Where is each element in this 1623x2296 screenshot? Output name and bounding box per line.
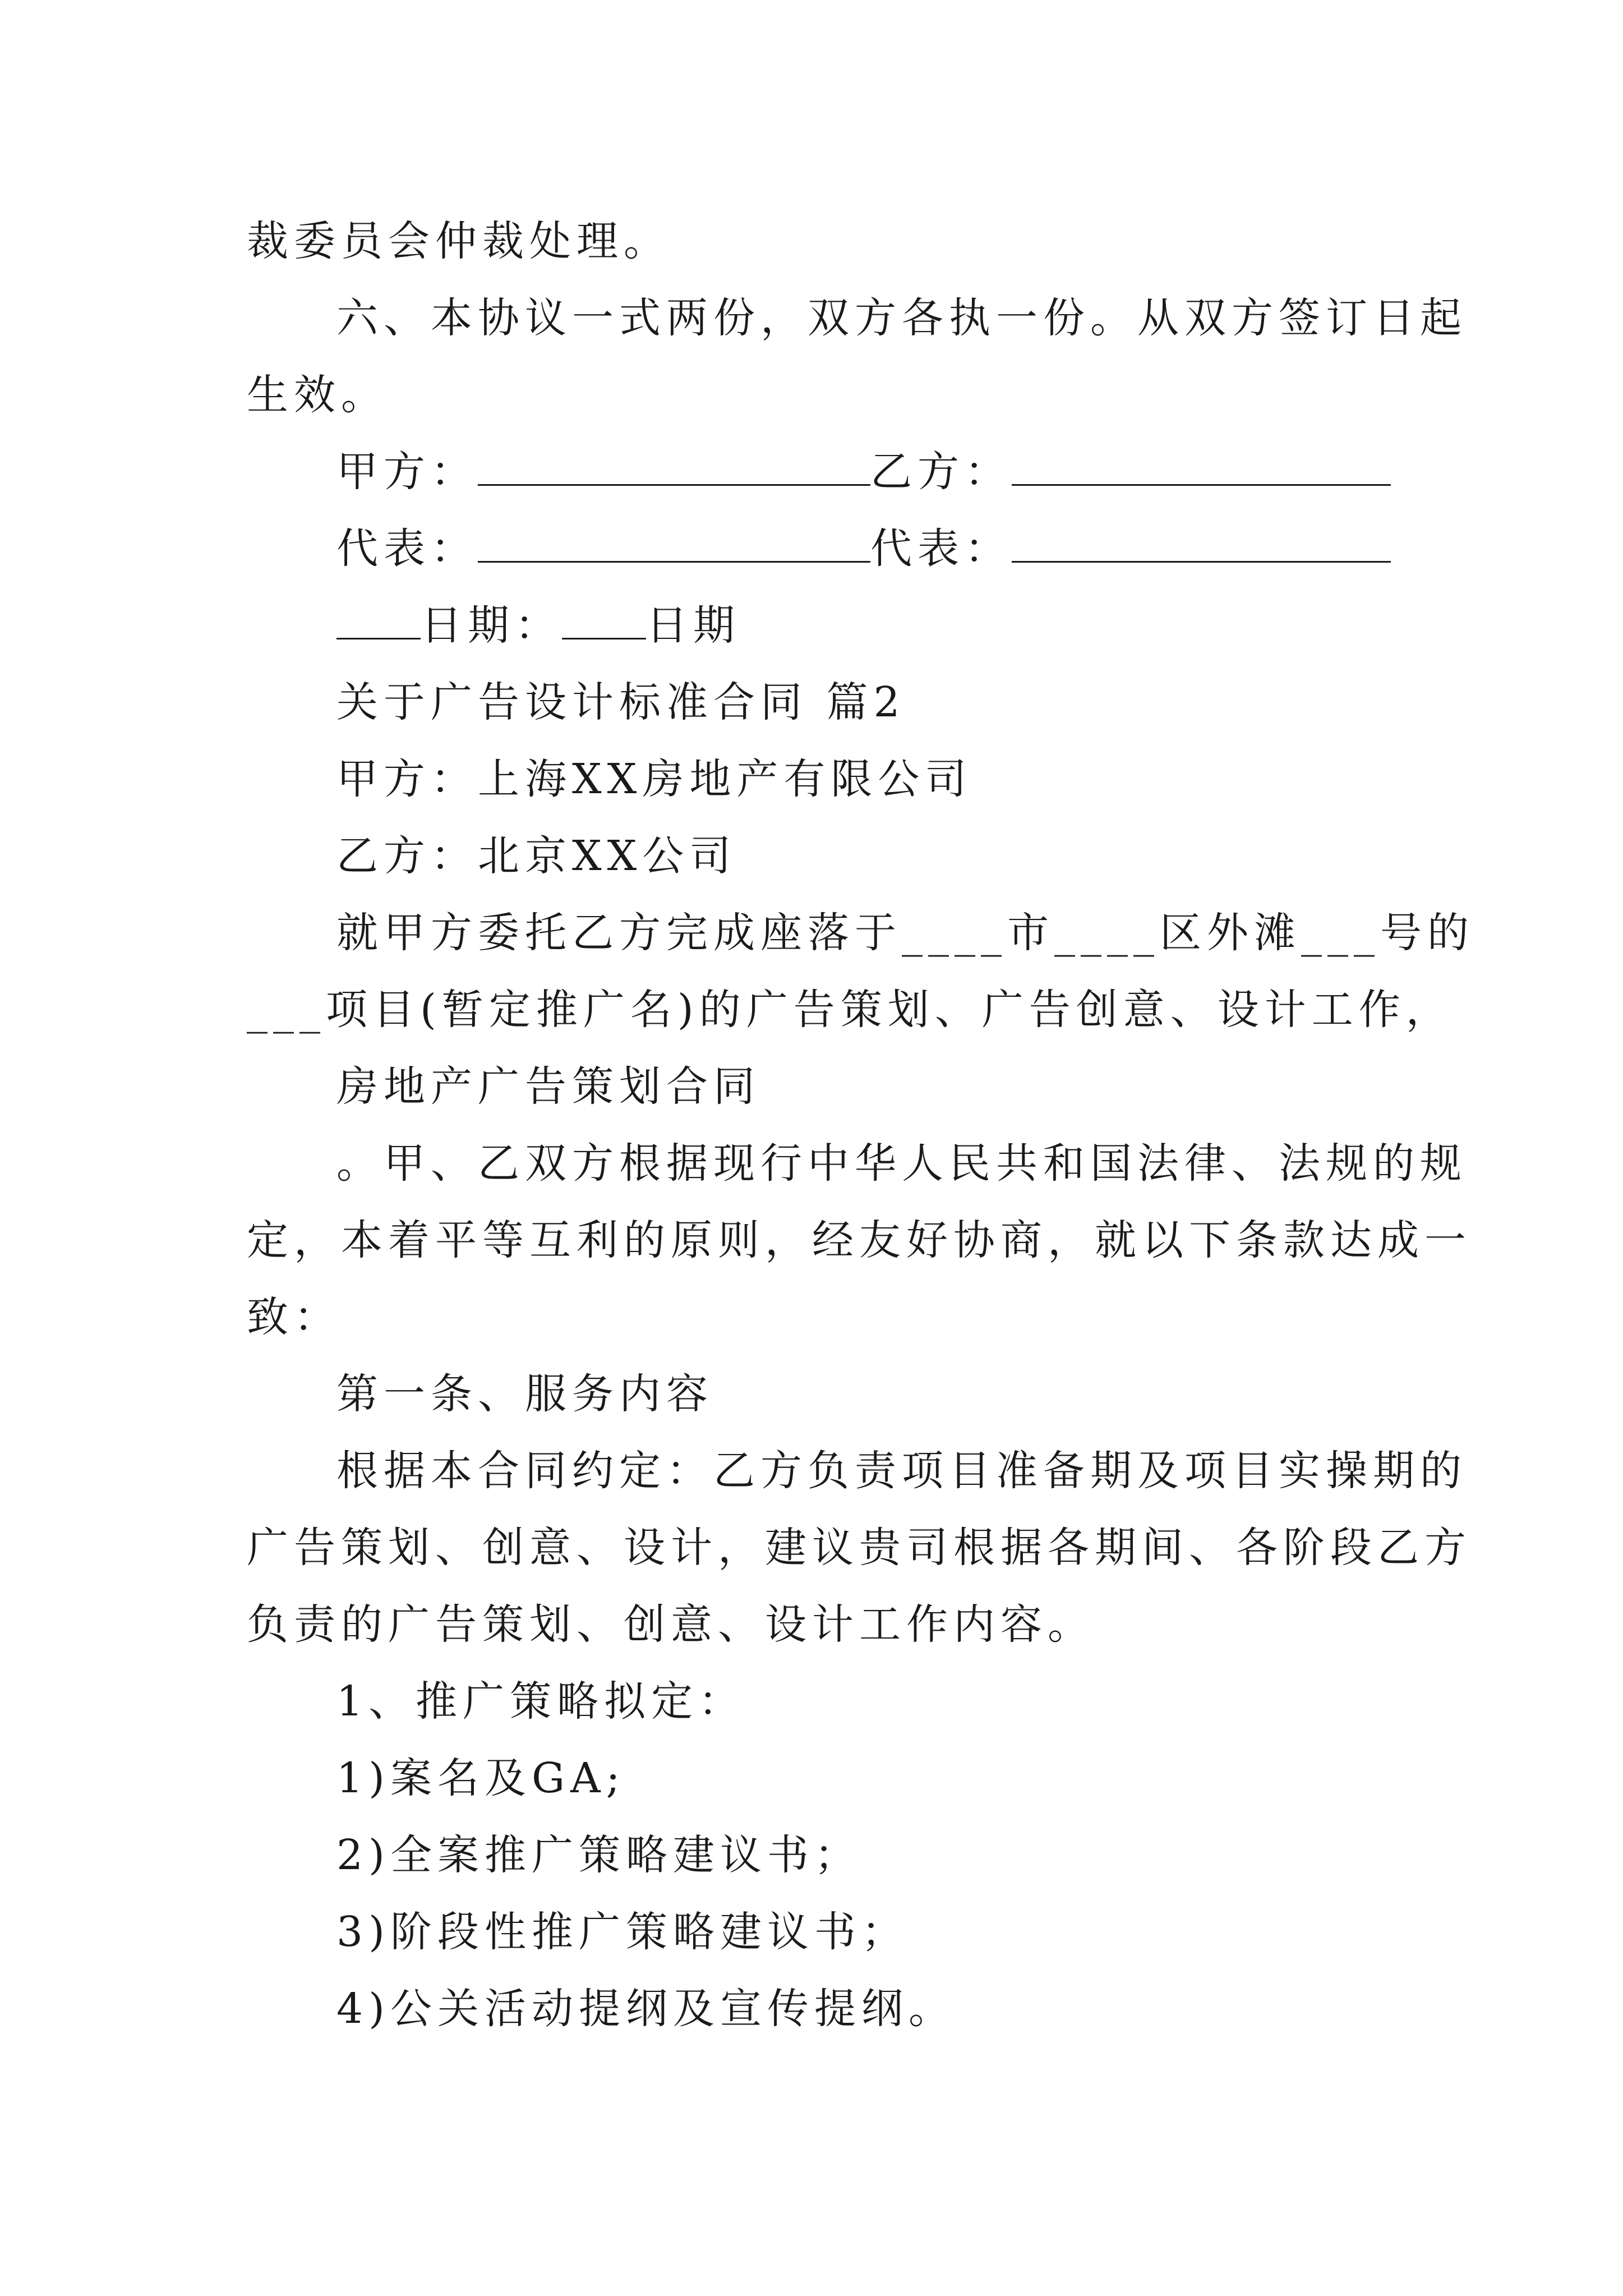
text-line: 根据本合同约定：乙方负责项目准备期及项目实操期的 <box>336 1447 1467 1495</box>
text-line: 致： <box>247 1293 341 1341</box>
text-line: 房地产广告策划合同 <box>336 1062 760 1111</box>
text-line: 六、本协议一式两份，双方各执一份。从双方签订日起 <box>336 294 1467 342</box>
date-a-label: 日期： <box>421 601 562 650</box>
list-item: 1)案名及GA; <box>336 1754 626 1802</box>
text-line: 广告策划、创意、设计，建议贵司根据各期间、各阶段乙方 <box>247 1524 1472 1572</box>
rep-b-label: 代表： <box>870 524 1012 573</box>
party-b-label: 乙方： <box>870 448 1012 496</box>
text-line: 裁委员会仲裁处理。 <box>247 217 671 265</box>
date-b-blank[interactable] <box>562 599 646 639</box>
rep-a-blank[interactable] <box>478 522 870 563</box>
rep-b-blank[interactable] <box>1012 522 1391 563</box>
list-heading: 1、推广策略拟定： <box>336 1677 746 1726</box>
text-line: 就甲方委托乙方完成座落于____市____区外滩___号的 <box>336 909 1474 957</box>
signature-row-representatives <box>336 521 1391 577</box>
section-heading: 第一条、服务内容 <box>336 1370 713 1418</box>
party-a-blank[interactable] <box>478 445 870 486</box>
list-item: 2)全案推广策略建议书； <box>336 1831 861 1879</box>
text-line: 负责的广告策划、创意、设计工作内容。 <box>247 1600 1095 1649</box>
section-heading: 关于广告设计标准合同 篇2 <box>336 678 906 726</box>
party-b-blank[interactable] <box>1012 445 1391 486</box>
text-line: 定，本着平等互利的原则，经友好协商，就以下条款达成一 <box>247 1216 1472 1264</box>
date-b-label: 日期 <box>646 601 740 650</box>
text-line: 甲方：上海XX房地产有限公司 <box>336 755 972 803</box>
text-line: 生效。 <box>247 371 388 419</box>
text-line: 。甲、乙双方根据现行中华人民共和国法律、法规的规 <box>336 1139 1467 1188</box>
rep-a-label: 代表： <box>336 524 478 573</box>
date-a-blank[interactable] <box>336 599 421 639</box>
text-line: ___项目(暂定推广名)的广告策划、广告创意、设计工作， <box>247 986 1453 1034</box>
list-item: 4)公关活动提纲及宣传提纲。 <box>336 1985 956 2033</box>
signature-row-dates <box>336 597 1391 654</box>
text-line: 乙方：北京XX公司 <box>336 832 737 880</box>
party-a-label: 甲方： <box>336 448 478 496</box>
signature-row-parties <box>336 444 1391 500</box>
list-item: 3)阶段性推广策略建议书； <box>336 1908 909 1956</box>
